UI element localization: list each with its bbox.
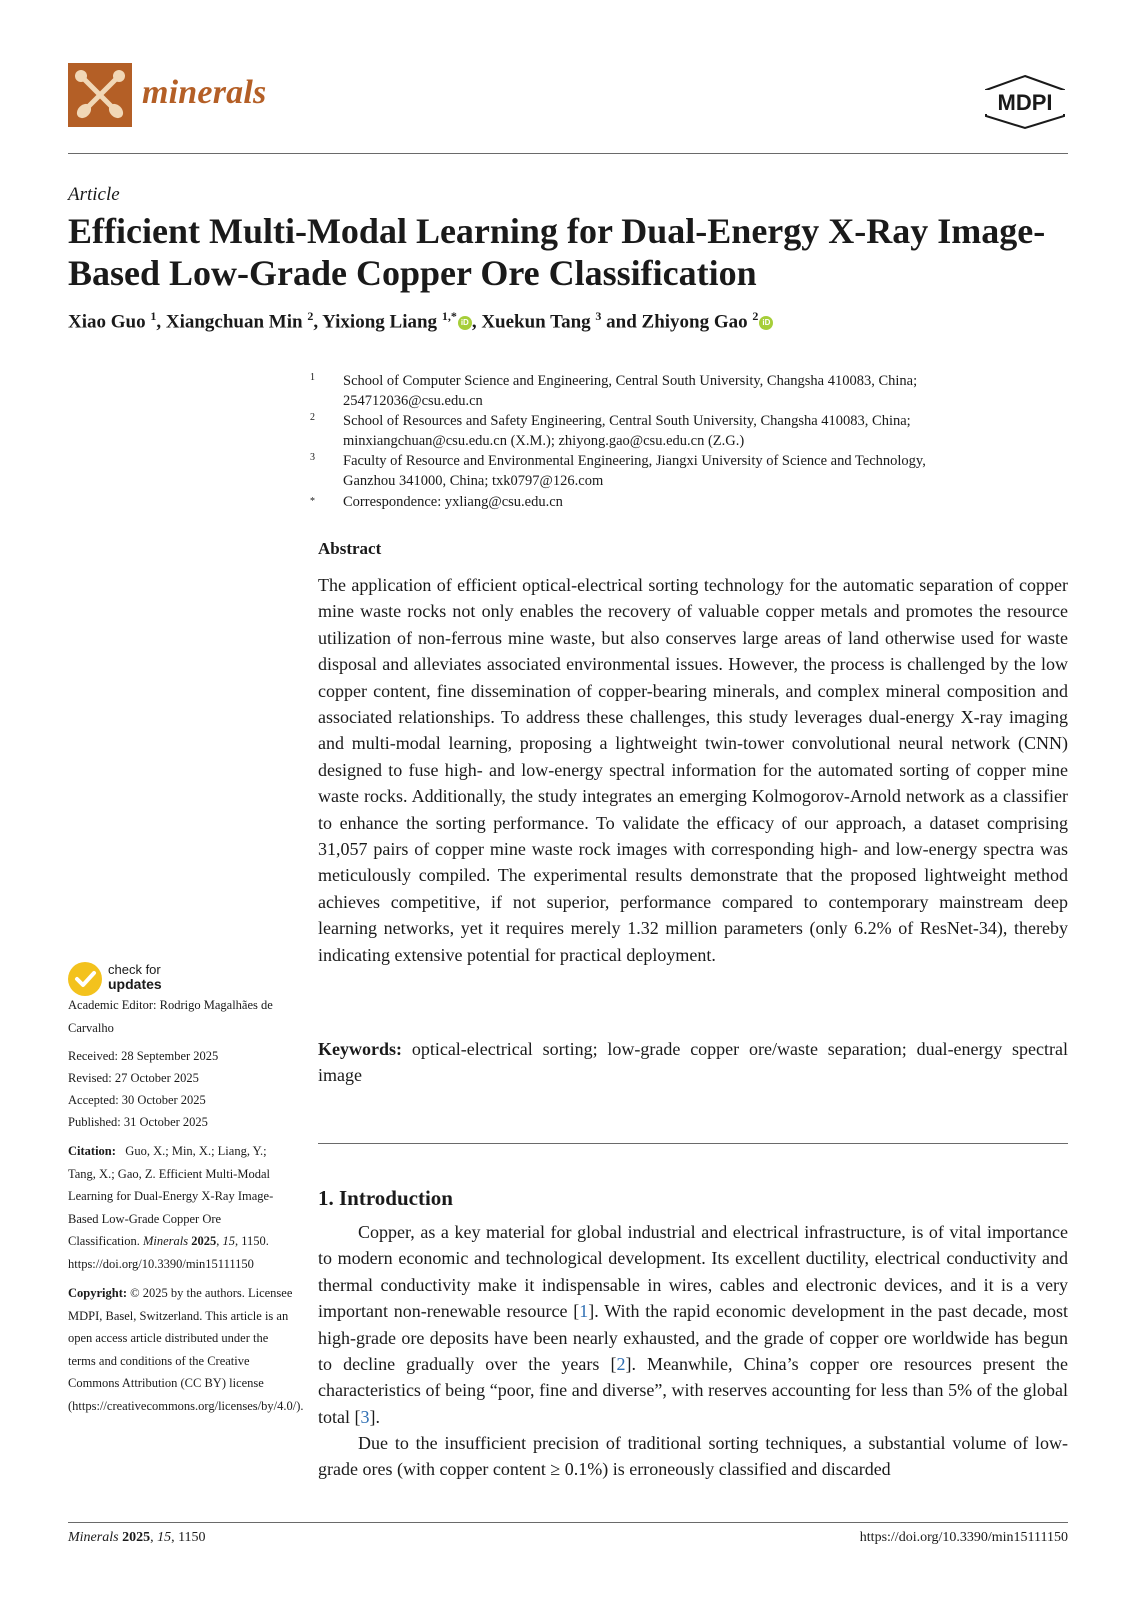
crossed-shovels-icon: [68, 63, 132, 127]
revised-date: Revised: 27 October 2025: [68, 1071, 199, 1085]
citation-link[interactable]: 1: [579, 1301, 589, 1322]
journal-name: minerals: [142, 74, 267, 111]
keywords-label: Keywords:: [318, 1039, 402, 1059]
citation-block: Citation: Guo, X.; Min, X.; Liang, Y.; Tang, X.; Gao, Z. Efficient Multi-Modal Learning for Dual-Energy X-Ray Image-Based Low-Grade Copper Ore Classification. Minerals 2025, 15, 1150. https://doi.org/10.3390/min15111150: [68, 1144, 274, 1271]
citation-link[interactable]: 2: [616, 1354, 626, 1375]
footer-citation: Minerals 2025, 15, 1150: [68, 1530, 206, 1545]
affiliation-1: 1 School of Computer Science and Engineering, Central South University, Changsha 410083, China; 254712036@csu.edu.cn: [318, 371, 1058, 411]
article-type: Article: [68, 184, 120, 205]
author-name: Xiangchuan Min: [165, 311, 303, 333]
intro-paragraph-1: Copper, as a key material for global industrial and electrical infrastructure, is of vital importance to modern economic and technological development. Its excellent ductility, electrical conductivity and thermal conductivity make it indispensable in wires, cables and electronic devices, and it is a very important non-renewable resource [1]. With the rapid economic development in the past decade, most high-grade ore deposits have been nearly exhausted, and the grade of copper ore worldwide has begun to decline gradually over the years [2]. Meanwhile, China’s copper ore resources present the characteristics of being “poor, fine and diverse”, with reserves accounting for less than 5% of the global total [3].: [318, 1222, 1068, 1427]
mdpi-logo: [980, 74, 1070, 130]
correspondence: * Correspondence: yxliang@csu.edu.cn: [310, 494, 563, 510]
author-name: Yixiong Liang: [322, 311, 438, 333]
affiliation-2: 2 School of Resources and Safety Engineering, Central South University, Changsha 410083, China; minxiangchuan@csu.edu.cn (X.M.); zhiyong.gao@csu.edu.cn (Z.G.): [318, 411, 1058, 451]
citation-link[interactable]: 3: [360, 1406, 370, 1427]
paper-title: Efficient Multi-Modal Learning for Dual-Energy X-Ray Image-Based Low-Grade Copper Ore Classification: [68, 211, 1046, 293]
published-date: Published: 31 October 2025: [68, 1115, 208, 1129]
check-for-updates-label[interactable]: check for updates: [108, 962, 162, 992]
intro-paragraph-2: Due to the insufficient precision of traditional sorting techniques, a substantial volume of low-grade ores (with copper content ≥ 0.1%) is erroneously classified and discarded: [318, 1433, 1068, 1480]
author-name: Xuekun Tang: [481, 311, 591, 333]
section-heading: 1. Introduction: [318, 1186, 453, 1210]
copyright-block: Copyright: © 2025 by the authors. Licensee MDPI, Basel, Switzerland. This article is an open access article distributed under the terms and conditions of the Creative Commons Attribution (CC BY) license (https://creativecommons.org/licenses/by/4.0/).: [68, 1286, 304, 1413]
author-name: Xiao Guo: [68, 311, 146, 333]
publisher-label: MDPI: [997, 90, 1053, 115]
keywords: [318, 1036, 1068, 1089]
header-divider: [68, 153, 1068, 154]
author-list: Xiao Guo $^1$, Xiangchuan Min $^2$, Yixiong Liang $^{1,*}$ iD , Xuekun Tang $^3$ and Zhiyong Gao $^2$ iD: [68, 309, 1068, 333]
affiliation-3: 3 Faculty of Resource and Environmental Engineering, Jiangxi University of Science and Technology, Ganzhou 341000, China; txk0797@126.com: [310, 452, 926, 489]
received-date: Received: 28 September 2025: [68, 1049, 219, 1063]
abstract-heading: Abstract: [318, 539, 382, 558]
check-for-updates-icon[interactable]: [68, 962, 102, 996]
abstract-text: The application of efficient optical-electrical sorting technology for the automatic separation of copper mine waste rocks not only enables the recovery of valuable copper metals and promotes the resource utilization of non-ferrous mine waste, but also conserves large areas of land otherwise used for waste disposal and alleviates associated environmental issues. However, the process is challenged by the low copper content, fine dissemination of copper-bearing minerals, and complex mineral composition and associated relationships. To address these challenges, this study leverages dual-energy X-ray imaging and multi-modal learning, proposing a lightweight twin-tower convolutional neural network (CNN) designed to fuse high- and low-energy spectral information for the automated sorting of copper mine waste rocks. Additionally, the study integrates an emerging Kolmogorov-Arnold network as a classifier to enhance the sorting performance. To validate the efficacy of our approach, a dataset comprising 31,057 pairs of copper mine waste rock images with corresponding high- and low-energy spectra was meticulously compiled. The experimental results demonstrate that the proposed lightweight method achieves competitive, if not superior, performance compared to contemporary mainstream deep learning networks, yet it requires merely 1.32 million parameters (only 6.2% of ResNet-34), thereby indicating extensive potential for practical deployment.: [318, 575, 1068, 965]
academic-editor: Academic Editor: Rodrigo Magalhães de Carvalho: [68, 998, 273, 1035]
email-link[interactable]: minxiangchuan@csu.edu.cn (X.M.); zhiyong.gao@csu.edu.cn (Z.G.): [343, 433, 745, 449]
footer-doi-link[interactable]: https://doi.org/10.3390/min15111150: [859, 1530, 1068, 1545]
orcid-icon[interactable]: iD: [759, 316, 773, 330]
author-name: Zhiyong Gao: [641, 311, 748, 333]
journal-logo: [68, 63, 132, 127]
keywords-text: optical-electrical sorting; low-grade copper ore/waste separation; dual-energy spectral image: [318, 1039, 1068, 1086]
accepted-date: Accepted: 30 October 2025: [68, 1093, 206, 1107]
section-divider: [318, 1143, 1068, 1144]
footer-divider: [68, 1522, 1068, 1523]
email-link[interactable]: 254712036@csu.edu.cn: [343, 393, 483, 409]
orcid-icon[interactable]: iD: [458, 316, 472, 330]
